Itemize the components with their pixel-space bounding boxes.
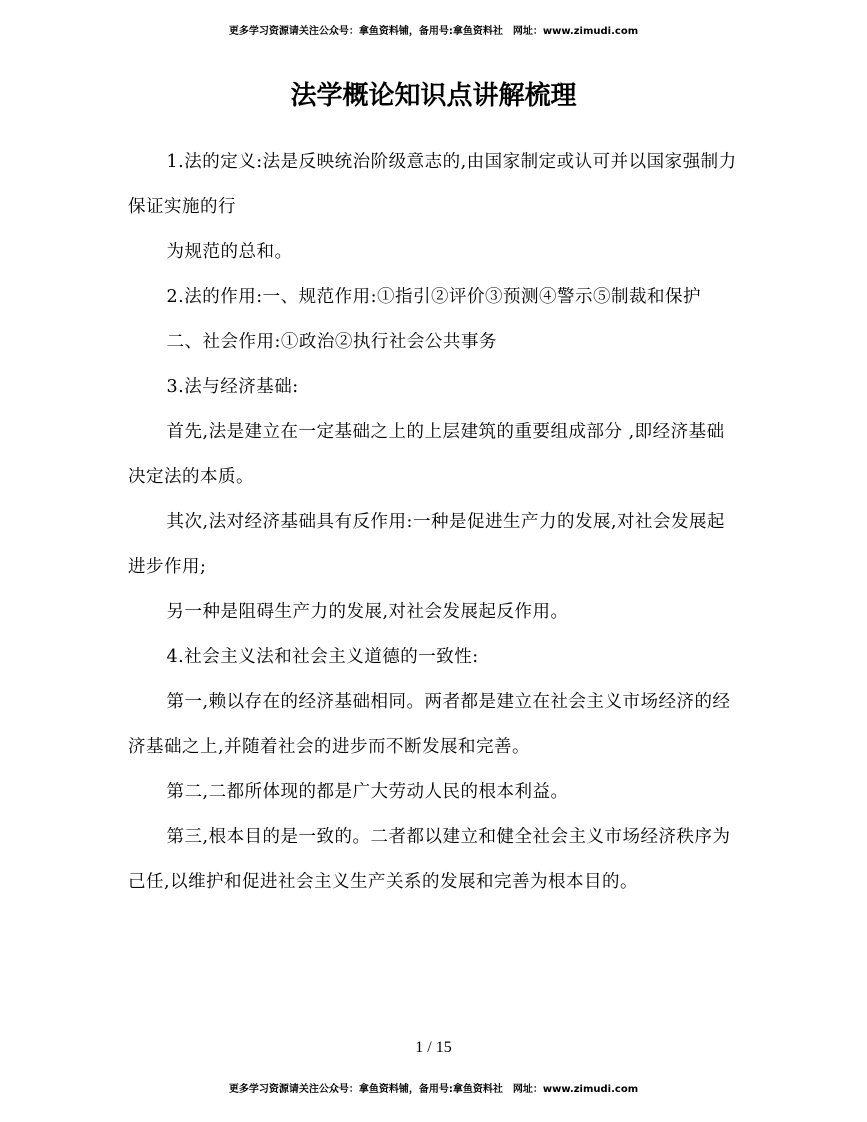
document-title: 法学概论知识点讲解梳理 (290, 81, 577, 111)
header-banner: 更多学习资源请关注公众号：拿鱼资料铺，备用号:拿鱼资料社 网址：www.zimudi.com (228, 26, 639, 37)
paragraph-law-definition-cont: 为规范的总和。 (166, 242, 293, 262)
paragraph-law-definition: 1.法的定义:法是反映统治阶级意志的,由国家制定或认可并以国家强制力保证实施的行 (128, 152, 737, 217)
paragraph-secondly: 其次,法对经济基础具有反作用:一种是促进生产力的发展,对社会发展起进步作用; (128, 512, 726, 577)
document-body (128, 140, 740, 905)
footer-banner: 更多学习资源请关注公众号：拿鱼资料铺，备用号:拿鱼资料社 网址：www.zimudi.com (228, 1084, 639, 1095)
paragraph-second-point: 第二,二都所体现的都是广大劳动人民的根本利益。 (166, 782, 569, 802)
paragraph-first-point: 第一,赖以存在的经济基础相同。两者都是建立在社会主义市场经济的经济基础之上,并随着社会的进步而不断发展和完善。 (128, 692, 731, 757)
paragraph-consistency-heading: 4.社会主义法和社会主义道德的一致性: (166, 647, 479, 667)
paragraph-economic-basis-heading: 3.法与经济基础: (166, 377, 299, 397)
paragraph-another-kind: 另一种是阻碍生产力的发展,对社会发展起反作用。 (166, 602, 569, 622)
page-number: 1 / 15 (415, 1039, 452, 1056)
paragraph-social-functions: 二、社会作用:①政治②执行社会公共事务 (166, 332, 497, 352)
paragraph-firstly: 首先,法是建立在一定基础之上的上层建筑的重要组成部分 ,即经济基础决定法的本质。 (128, 422, 725, 487)
paragraph-law-functions: 2.法的作用:一、规范作用:①指引②评价③预测④警示⑤制裁和保护 (166, 287, 701, 307)
paragraph-third-point: 第三,根本目的是一致的。二者都以建立和健全社会主义市场经济秩序为己任,以维护和促进社会主义生产关系的发展和完善为根本目的。 (128, 827, 731, 892)
